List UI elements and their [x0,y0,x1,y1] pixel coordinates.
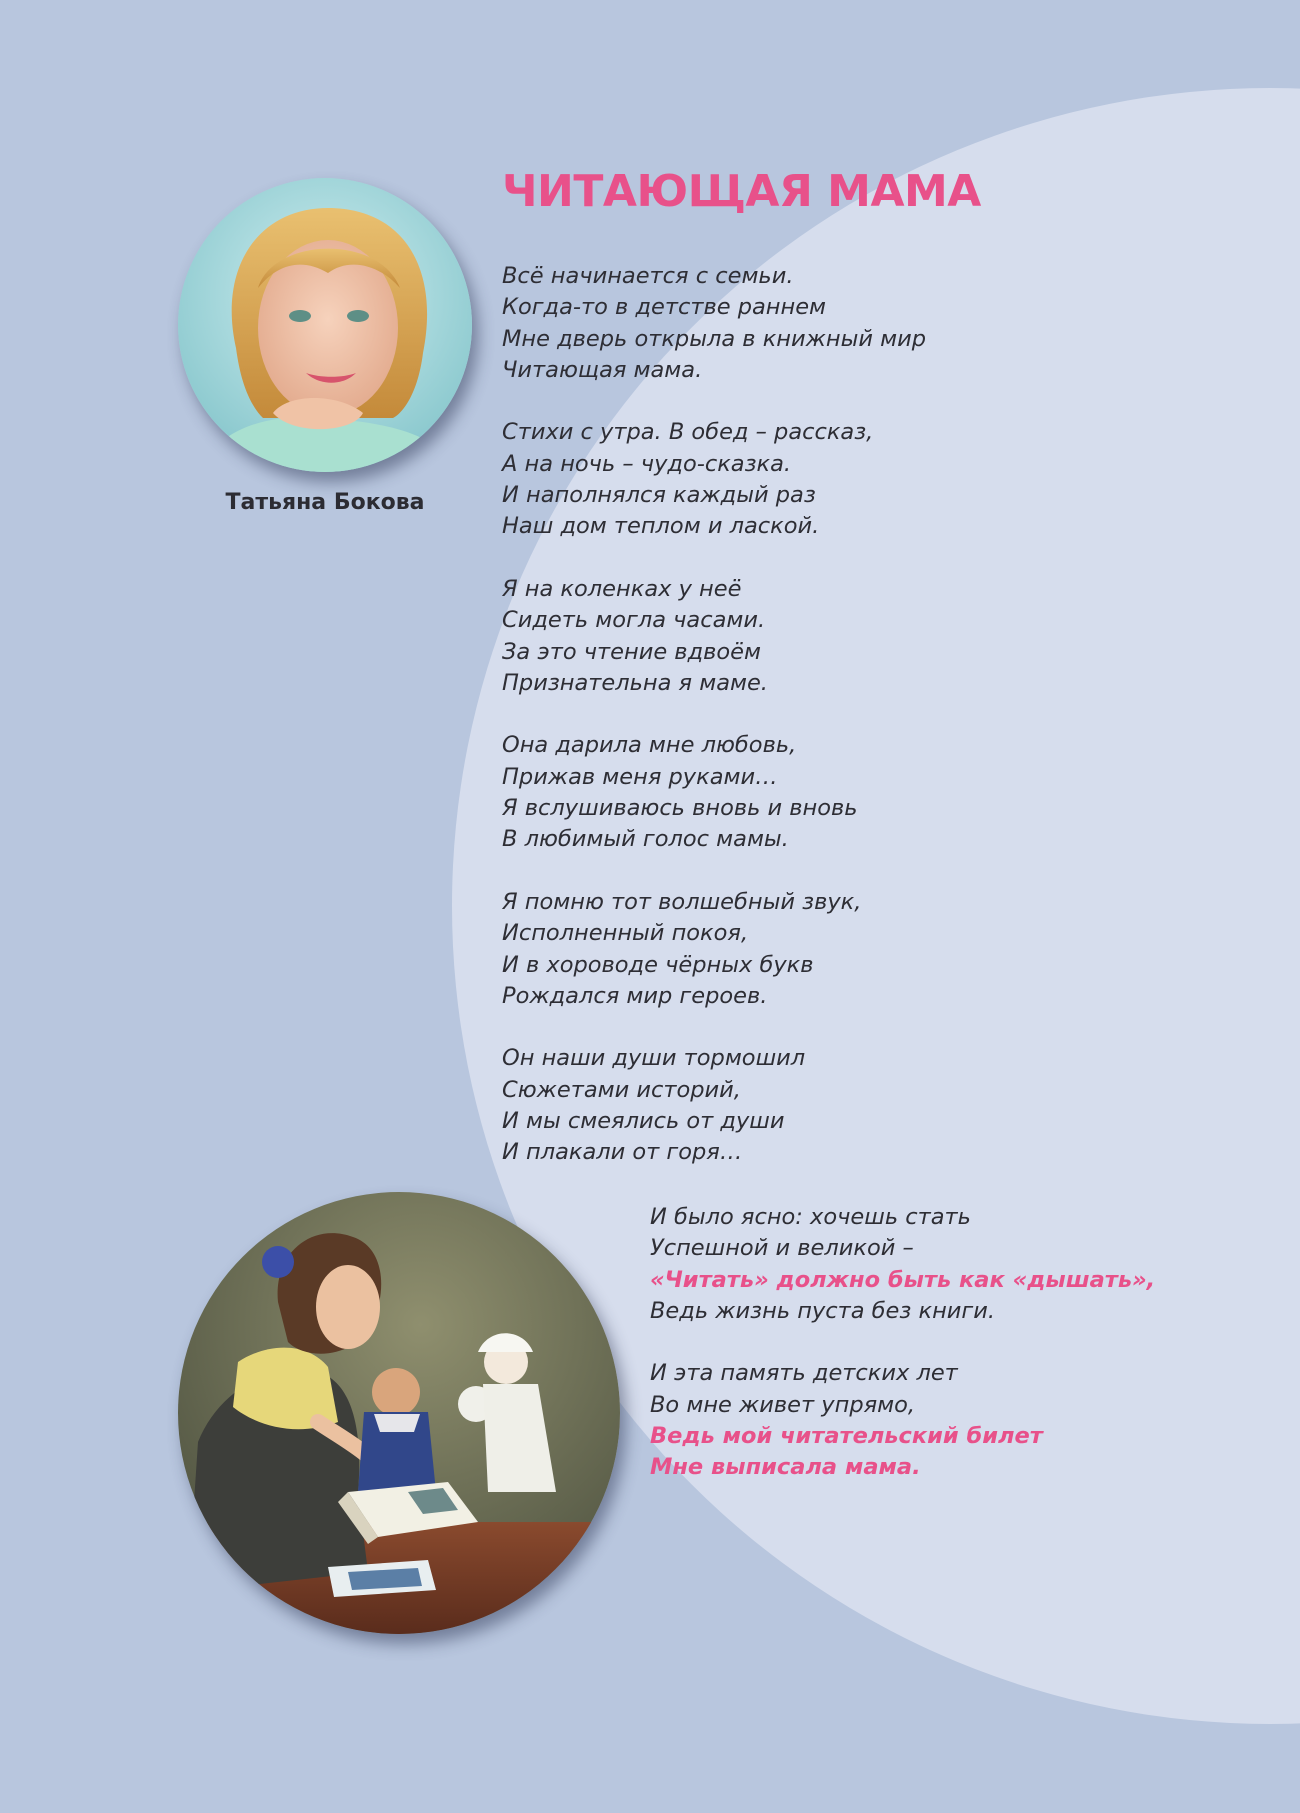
poem-line: Наш дом теплом и лаской. [502,513,820,540]
poem-side [650,1202,1155,1484]
author-name: Татьяна Бокова [225,490,425,515]
stanza [502,261,926,386]
poem-line: Я на коленках у неё [502,575,742,602]
author-photo [178,178,472,472]
poem-line: И было ясно: хочешь стать [650,1204,971,1230]
poem-line: И плакали от горя… [502,1139,743,1166]
poem-title: ЧИТАЮЩАЯ МАМА [502,166,981,217]
stanza [502,574,926,699]
poem-line: И эта память детских лет [650,1360,958,1387]
poem-line: Стихи с утра. В обед – рассказ, [502,419,874,446]
stanza [650,1358,1155,1483]
poem-line: Признательна я маме. [502,669,768,696]
poem-line: Я помню тот волшебный звук, [502,888,862,915]
poem-line: Читающая мама. [502,356,703,383]
girl-reading-illustration [178,1192,620,1634]
poem-line: Мне дверь открыла в книжный мир [502,325,927,352]
poem-line: И наполнялся каждый раз [502,482,816,509]
poem-line: Исполненный покоя, [502,920,749,947]
poem-line: За это чтение вдвоём [502,638,761,665]
poem-line: Прижав меня руками… [502,763,778,790]
stanza [650,1202,1155,1327]
poem-line: Ведь жизнь пуста без книги. [650,1297,996,1324]
highlighted-poem-line: Мне выписала мама. [650,1454,921,1481]
poem-line: Она дарила мне любовь, [502,732,797,759]
poem-line: Во мне живет упрямо, [650,1391,916,1418]
poem-line: Успешной и великой – [650,1235,914,1262]
poem-main [502,261,926,1169]
poem-line: А на ночь – чудо-сказка. [502,450,792,477]
poem-line: И мы смеялись от души [502,1108,785,1135]
poem-line: Рождался мир героев. [502,982,768,1009]
poem-line: Всё начинается с семьи. [502,263,794,289]
poem-line: Я вслушиваюсь вновь и вновь [502,795,858,822]
author-portrait-image [178,178,472,472]
poem-line: Он наши души тормошил [502,1045,806,1072]
girl-reading-painting-image [178,1192,620,1634]
highlighted-poem-line: «Читать» должно быть как «дышать», [650,1266,1156,1293]
stanza [502,887,926,1012]
stanza [502,730,926,855]
poem-line: В любимый голос мамы. [502,826,789,853]
highlighted-poem-line: Ведь мой читательский билет [650,1423,1043,1450]
poem-line: Сюжетами историй, [502,1076,741,1103]
poem-line: Сидеть могла часами. [502,607,766,634]
poem-line: И в хороводе чёрных букв [502,951,814,978]
stanza [502,1043,926,1168]
poem-line: Когда-то в детстве раннем [502,294,827,321]
stanza [502,417,926,542]
